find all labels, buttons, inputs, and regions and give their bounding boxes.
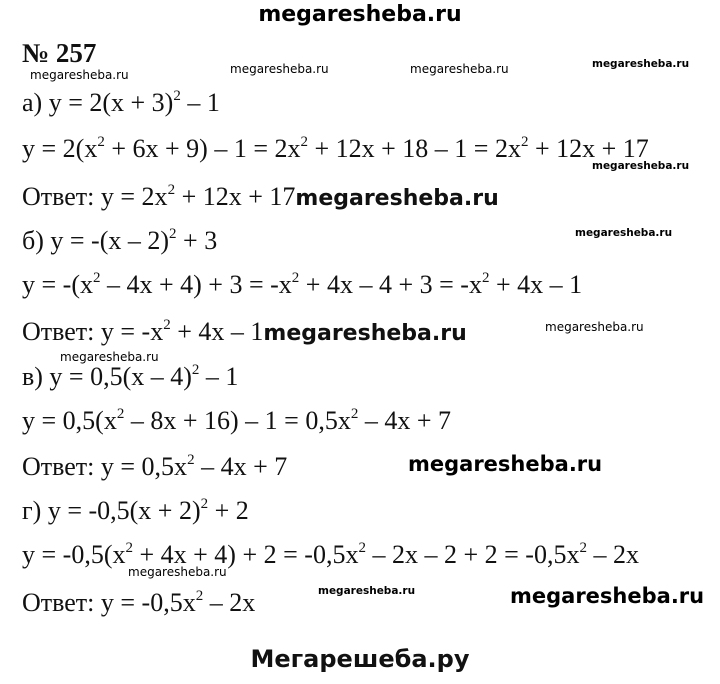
footer-site: Мегарешеба.ру xyxy=(250,645,470,673)
part-b-work: $y = -(x^2 - 4x + 4) + 3 = -x^2 + 4x - 4 + 3 = -x^2 + 4x - 1$ xyxy=(22,270,583,299)
part-d-work: $y = -0,5(x^2 + 4x + 4) + 2 = -0,5x^2 - 2x - 2 + 2 = -0,5x^2 - 2x$ xyxy=(22,540,639,569)
header-watermark: megaresheba.ru xyxy=(258,2,462,27)
watermark: megaresheba.ru xyxy=(410,62,509,76)
watermark: megaresheba.ru xyxy=(592,160,690,172)
watermark: megaresheba.ru xyxy=(545,320,644,334)
watermark: megaresheba.ru xyxy=(510,584,705,608)
part-b-answer: Ответ: $y = -x^2 + 4x$ – 1megaresheba.ru xyxy=(22,317,467,346)
part-c-work: $y = 0,5(x^2 - 8x + 16) - 1 = 0,5x^2 - 4x + 7$ xyxy=(22,406,451,435)
watermark: megaresheba.ru xyxy=(263,321,467,346)
watermark: megaresheba.ru xyxy=(408,452,603,476)
watermark: megaresheba.ru xyxy=(128,565,227,579)
part-c-answer: Ответ: $y = 0,5x^2 - 4x + 7$ xyxy=(22,452,288,481)
watermark: megaresheba.ru xyxy=(575,227,673,239)
part-d-task: г) $y = -0,5(x + 2)^2 + 2$ xyxy=(22,496,249,525)
watermark: megaresheba.ru xyxy=(30,68,129,82)
watermark: megaresheba.ru xyxy=(592,58,690,70)
part-a-work: $y = 2(x^2 + 6x + 9) - 1 = 2x^2 + 12x + 18 - 1 = 2x^2 + 12x + 17$ xyxy=(22,134,649,163)
watermark: megaresheba.ru xyxy=(295,186,499,211)
part-b-task: б) y = -(x – 2)$^2$ + 3 xyxy=(22,226,218,255)
watermark: megaresheba.ru xyxy=(318,585,416,597)
part-c-task: в) y = 0,5(x – 4)$^2$ – 1 xyxy=(22,362,239,391)
part-a-answer: Ответ: $y = 2x^2 + 12x$ + 17megaresheba.ru xyxy=(22,182,499,211)
problem-number: № 257 xyxy=(22,38,97,68)
part-d-answer: Ответ: $y = -0,5x^2 - 2x$ xyxy=(22,588,256,617)
watermark: megaresheba.ru xyxy=(230,62,329,76)
part-a-task: а) $y = 2(x + 3)^2 - 1$ xyxy=(22,88,220,117)
watermark: megaresheba.ru xyxy=(60,350,159,364)
